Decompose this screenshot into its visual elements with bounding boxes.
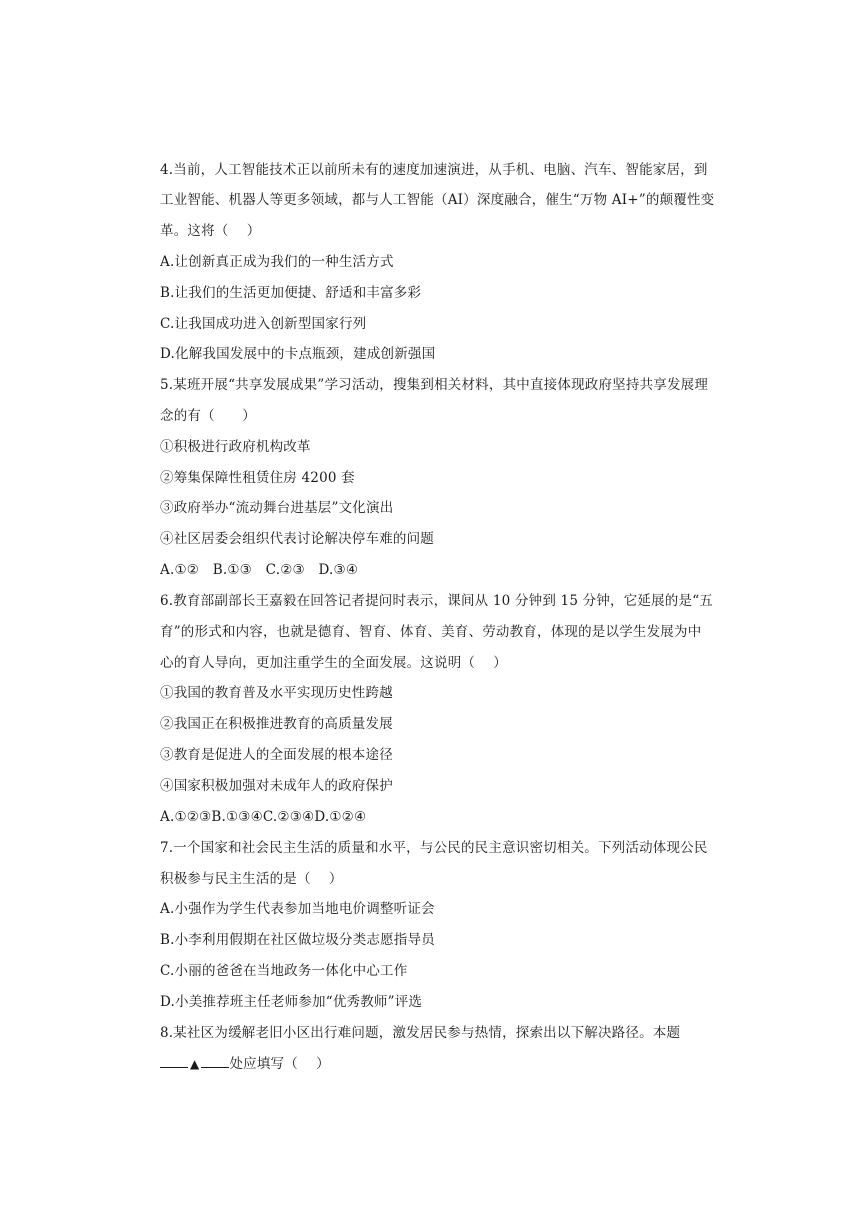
q6-item-1: ①我国的教育普及水平实现历史性跨越 [160, 685, 393, 701]
q6-options: A.①②③B.①③④C.②③④D.①②④ [160, 809, 367, 825]
q5-item-3: ③政府举办“流动舞台进基层”文化演出 [160, 500, 394, 516]
q4-option-d: D.化解我国发展中的卡点瓶颈，建成创新强国 [160, 346, 436, 362]
q4-option-c: C.让我国成功进入创新型国家行列 [160, 316, 367, 332]
q7-option-a: A.小强作为学生代表参加当地电价调整听证会 [160, 901, 435, 917]
q7-option-b: B.小李利用假期在社区做垃圾分类志愿指导员 [160, 932, 435, 948]
q5-stem-line-1: 5.某班开展“共享发展成果”学习活动，搜集到相关材料，其中直接体现政府坚持共享发展理 [160, 377, 709, 393]
q4-stem-line-2: 工业智能、机器人等更多领域，都与人工智能（AI）深度融合，催生“万物 AI+”的颠覆性变 [160, 192, 715, 208]
q4-stem-line-3: 革。这将（ ） [160, 223, 261, 239]
answer-blank-left [160, 1055, 188, 1068]
q5-item-1: ①积极进行政府机构改革 [160, 439, 311, 455]
q7-option-d: D.小美推荐班主任老师参加“优秀教师”评选 [160, 994, 423, 1010]
q5-item-2: ②筹集保障性租赁住房 4200 套 [160, 470, 355, 486]
q6-stem-line-1: 6.教育部副部长王嘉毅在回答记者提问时表示，课间从 10 分钟到 15 分钟，它延展的是“五 [160, 593, 714, 609]
q7-stem-line-1: 7.一个国家和社会民主生活的质量和水平，与公民的民主意识密切相关。下列活动体现公民 [160, 840, 708, 856]
q8-stem-line-1: 8.某社区为缓解老旧小区出行难问题，激发居民参与热情，探索出以下解决路径。本题 [160, 1025, 681, 1041]
q8-stem-line-2 [160, 1055, 720, 1073]
q5-stem-line-2: 念的有（ ） [160, 408, 256, 424]
q8-stem-suffix: 处应填写（ ） [229, 1056, 330, 1072]
q7-option-c: C.小丽的爸爸在当地政务一体化中心工作 [160, 963, 408, 979]
triangle-marker: ▲ [190, 1057, 200, 1071]
q4-option-b: B.让我们的生活更加便捷、舒适和丰富多彩 [160, 285, 422, 301]
q5-item-4: ④社区居委会组织代表讨论解决停车难的问题 [160, 531, 434, 547]
q6-item-2: ②我国正在积极推进教育的高质量发展 [160, 716, 393, 732]
q5-options: A.①② B.①③ C.②③ D.③④ [160, 562, 359, 578]
answer-blank-right [201, 1055, 229, 1068]
q6-item-3: ③教育是促进人的全面发展的根本途径 [160, 747, 393, 763]
q4-stem-line-1: 4.当前，人工智能技术正以前所未有的速度加速演进，从手机、电脑、汽车、智能家居，到 [160, 162, 708, 178]
q6-item-4: ④国家积极加强对未成年人的政府保护 [160, 778, 393, 794]
q7-stem-line-2: 积极参与民主生活的是（ ） [160, 871, 343, 887]
q6-stem-line-2: 育”的形式和内容，也就是德育、智育、体育、美育、劳动教育，体现的是以学生发展为中 [160, 624, 702, 640]
q4-option-a: A.让创新真正成为我们的一种生活方式 [160, 254, 394, 270]
q6-stem-line-3: 心的育人导向，更加注重学生的全面发展。这说明（ ） [160, 655, 507, 671]
